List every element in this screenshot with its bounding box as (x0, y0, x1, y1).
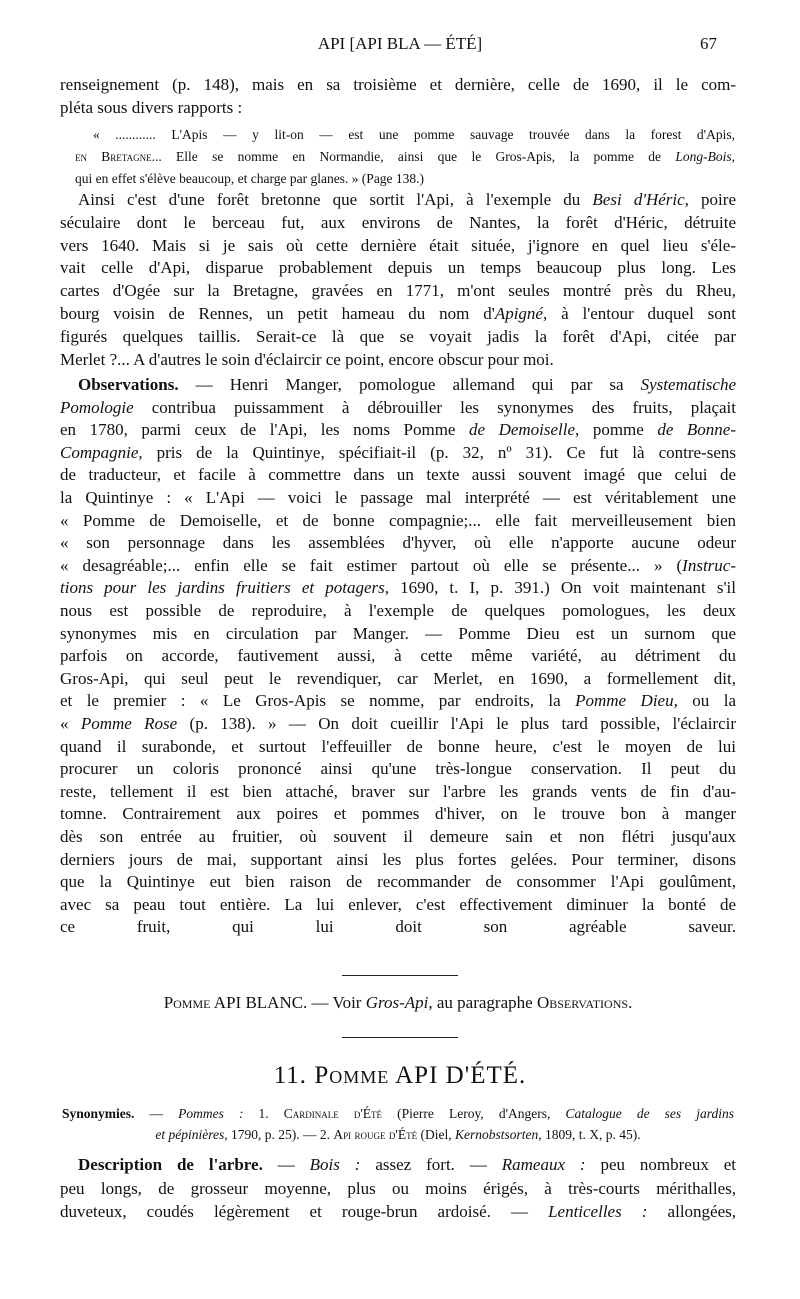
paragraph-observations-line (60, 624, 736, 644)
italic-text: Apigné (494, 304, 543, 323)
paragraph-observations-line (60, 420, 736, 440)
description-arbre-line (60, 1179, 736, 1199)
italic-text: et pépinières (155, 1127, 225, 1142)
run-in-heading: Observations. (78, 375, 179, 394)
text-run: derniers jours de mai, supportant ainsi les plus fortes gelées. Pour terminer, disons (60, 849, 736, 869)
text-run: Merlet ?... A d'autres le soin d'éclaircir ce point, encore obscur pour moi. (60, 349, 554, 369)
paragraph-observations-line (60, 714, 736, 734)
text-run: — Henri Manger, pomologue allemand qui par sa (178, 375, 641, 394)
italic-text: Pomologie (60, 397, 134, 417)
section-title (0, 1062, 800, 1090)
text-run: (Diel, (417, 1127, 455, 1142)
small-caps-text: Cardinale d'Été (283, 1106, 383, 1121)
small-caps-text: Pomme (163, 993, 211, 1012)
description-arbre-line (78, 1155, 736, 1175)
quotation-line (75, 169, 735, 189)
text-run: qui en effet s'élève beaucoup, et charge par glanes. » (Page 138.) (75, 171, 425, 186)
paragraph-observations-line (78, 375, 736, 395)
paragraph-observations-line (60, 850, 736, 870)
text-run: ... Elle se nomme en Normandie, ainsi que le Gros-Apis, la pomme de (151, 149, 676, 164)
paragraph-observations-line (60, 895, 736, 915)
paragraph-continuation-line (60, 75, 736, 95)
text-run: , au paragraphe (428, 993, 537, 1012)
quotation-line (93, 125, 735, 145)
text-run: — (134, 1106, 179, 1121)
text-run: Ainsi c'est d'une forêt bretonne que sortit l'Api, à l'exemple du (78, 190, 593, 209)
text-run: « Pomme de Demoiselle, et de bonne compagnie;... elle fait merveilleusement bien (60, 510, 736, 530)
text-run: (p. 138). » — On doit cueillir l'Api le plus tard possible, l'éclaircir (177, 714, 737, 733)
text-run: procurer un coloris prononcé ainsi qu'une très-longue conservation. Il peut du (60, 759, 736, 779)
paragraph-foret-line (60, 304, 736, 324)
paragraph-observations-line (60, 669, 736, 689)
paragraph-observations-line (60, 827, 736, 847)
text-run: 1. (243, 1106, 284, 1121)
italic-text: Besi d'Héric (592, 190, 685, 209)
paragraph-continuation-line (60, 98, 736, 118)
text-run: bourg voisin de Rennes, un petit hameau du nom d' (60, 304, 495, 323)
paragraph-observations-line (60, 578, 736, 598)
italic-text: de Demoiselle (469, 420, 576, 440)
paragraph-foret-line (60, 281, 736, 301)
text-run: , (731, 149, 735, 164)
text-run: contribua puissamment à débrouiller les synonymes des fruits, plaçait (133, 397, 736, 417)
paragraph-observations-line (60, 917, 736, 937)
text-run: cartes d'Ogée sur la Bretagne, gravées en 1771, m'ont seules montré près du Rheu, (60, 281, 736, 301)
italic-text: Pomme Dieu (575, 691, 674, 711)
synonymies-line (62, 1104, 734, 1124)
text-run: . (628, 993, 633, 1012)
text-run: duveteux, coudés légèrement et rouge-brun ardoisé. — (60, 1202, 549, 1221)
italic-text: Rameaux : (501, 1155, 586, 1174)
paragraph-observations-line (60, 398, 736, 418)
paragraph-observations-line (60, 782, 736, 802)
text-run: la Quintinye : « L'Api — voici le passage mal interprété — est véritablement une (60, 488, 736, 507)
text-run: pléta sous divers rapports : (60, 97, 243, 117)
divider-rule (342, 975, 458, 976)
text-run: — (262, 1155, 310, 1174)
text-run: dès son entrée au fruitier, où souvent il demeure sain et non flétri jusqu'aux (60, 827, 736, 846)
quotation-line (75, 147, 735, 167)
paragraph-foret-line (78, 190, 736, 210)
italic-text: Long-Bois (675, 149, 732, 164)
italic-text: Pomme Rose (80, 714, 178, 733)
text-run: figurés quelques taillis. Serait-ce là que se voyait jadis la forêt d'Api, citée par (60, 326, 736, 346)
paragraph-foret-line (60, 258, 736, 278)
section-title-rest: API D'ÉTÉ. (395, 1062, 527, 1089)
paragraph-foret-line (60, 327, 736, 347)
text-run: ce fruit, qui lui doit son agréable saveur. (60, 917, 736, 937)
text-run: assez fort. — (360, 1155, 502, 1174)
small-caps-text: en Bretagne (75, 149, 152, 164)
text-run: et le premier : « Le Gros-Apis se nomme, par endroits, la (60, 691, 576, 711)
italic-text: Catalogue de ses jardins (565, 1106, 735, 1121)
italic-text: Kernobstsorten (454, 1127, 539, 1142)
italic-text: Systematische (640, 375, 736, 394)
text-run: tomne. Contrairement aux poires et pommes d'hiver, on le trouve bon à manger (60, 804, 736, 824)
run-in-heading: Synonymies. (62, 1106, 135, 1121)
paragraph-observations-line (60, 646, 736, 666)
run-in-heading: Description de l'arbre. (78, 1155, 263, 1174)
section-title-word: Pomme (314, 1062, 390, 1089)
text-run: , 1790, p. 25). — 2. (224, 1127, 334, 1142)
text-run: vers 1640. Mais si je sais où cette dernière était située, j'ignore en quel lieu s'éle- (60, 235, 736, 255)
section-number: 11. (273, 1062, 308, 1089)
italic-text: Instruc- (682, 555, 736, 575)
text-run: renseignement (p. 148), mais en sa troisième et dernière, celle de 1690, il le com- (60, 75, 736, 94)
paragraph-observations-line (60, 556, 736, 576)
text-run: avec sa peau tout entière. La lui enlever, c'est effectivement diminuer la bonté de (60, 894, 736, 914)
text-run: en 1780, parmi ceux de l'Api, les noms Pomme (60, 420, 469, 440)
text-run: Gros-Api, qui seul peut le revendiquer, car Merlet, en 1690, a formellement dit, (60, 668, 736, 688)
paragraph-observations-line (60, 443, 736, 463)
text-run: « (60, 714, 81, 733)
paragraph-observations-line (60, 465, 736, 485)
text-run: synonymes mis en circulation par Manger. — Pomme Dieu est un surnom que (60, 623, 736, 643)
cross-reference-line (60, 993, 736, 1013)
text-run: peu longs, de grosseur moyenne, plus ou moins érigés, à très-courts mérithalles, (60, 1178, 736, 1198)
text-run: API BLANC. — Voir (210, 993, 366, 1012)
text-run: allongées, (647, 1202, 737, 1221)
text-run: peu nombreux et (585, 1155, 737, 1174)
italic-text: de Bonne- (657, 420, 737, 440)
paragraph-observations-line (60, 511, 736, 531)
divider-rule (342, 1037, 458, 1038)
italic-text: Bois : (309, 1155, 361, 1174)
italic-text: Compagnie (60, 442, 139, 462)
text-run: , pris de la Quintinye, spécifiait-il (p. 32, nº 31). Ce fut là contre-sens (138, 442, 736, 462)
text-run: , 1690, t. I, p. 391.) On voit maintenant s'il (384, 578, 736, 598)
text-run: séculaire dont le berceau fut, aux environs de Nantes, la forêt d'Héric, détruite (60, 212, 736, 232)
paragraph-foret-line (60, 213, 736, 233)
text-run: quand il surabonde, et surtout l'effeuiller de bonne heure, c'est le moyen de lui (60, 736, 736, 756)
text-run: , 1809, t. X, p. 45). (538, 1127, 641, 1142)
text-run: , ou la (673, 691, 736, 711)
text-run: , à l'entour duquel sont (542, 304, 737, 323)
paragraph-observations-line (60, 488, 736, 508)
text-run: , poire (684, 190, 736, 209)
paragraph-foret-line (60, 236, 736, 256)
text-run: , pomme (575, 420, 658, 440)
text-run: de traducteur, et facile à commettre dans un texte aussi souvent imagé que celui de (60, 465, 736, 485)
text-run: reste, tellement il est bien attaché, braver sur l'arbre les grands vents de fin d'au- (60, 781, 736, 801)
paragraph-observations-line (60, 759, 736, 779)
text-run: nous est possible de reproduire, à l'exemple de quelques pomologues, les deux (60, 601, 736, 620)
text-run: « ............ L'Apis — y lit-on — est une pomme sauvage trouvée dans la forest d'Apis, (93, 127, 735, 142)
text-run: « son personnage dans les assemblées d'hyver, où elle n'apporte aucune odeur (60, 533, 736, 553)
text-run: « desagréable;... enfin elle se fait estimer partout où elle se présente... » ( (60, 555, 683, 575)
italic-text: tions pour les jardins fruitiers et potagers (60, 578, 385, 598)
description-arbre-line (60, 1202, 736, 1222)
italic-text: Lenticelles : (548, 1202, 648, 1221)
text-run: que la Quintinye eut bien raison de recommander de consommer l'Api goulûment, (60, 872, 736, 892)
text-run: vait celle d'Api, disparue probablement depuis un temps beaucoup plus long. Les (60, 258, 736, 278)
synonymies-line (62, 1125, 734, 1145)
running-title: API [API BLA — ÉTÉ] (317, 34, 483, 53)
text-run: (Pierre Leroy, d'Angers, (382, 1106, 566, 1121)
paragraph-foret-line (60, 350, 736, 370)
paragraph-observations-line (60, 691, 736, 711)
paragraph-observations-line (60, 872, 736, 892)
page-number: 67 (700, 34, 717, 53)
text-run: parfois on accorde, fautivement aussi, à cette même variété, au détriment du (60, 646, 736, 666)
italic-text: Gros-Api (365, 993, 429, 1012)
paragraph-observations-line (60, 804, 736, 824)
small-caps-text: Observations (536, 993, 629, 1012)
paragraph-observations-line (60, 601, 736, 621)
paragraph-observations-line (60, 533, 736, 553)
paragraph-observations-line (60, 737, 736, 757)
small-caps-text: Api rouge d'Été (333, 1127, 418, 1142)
italic-text: Pommes : (178, 1106, 244, 1121)
